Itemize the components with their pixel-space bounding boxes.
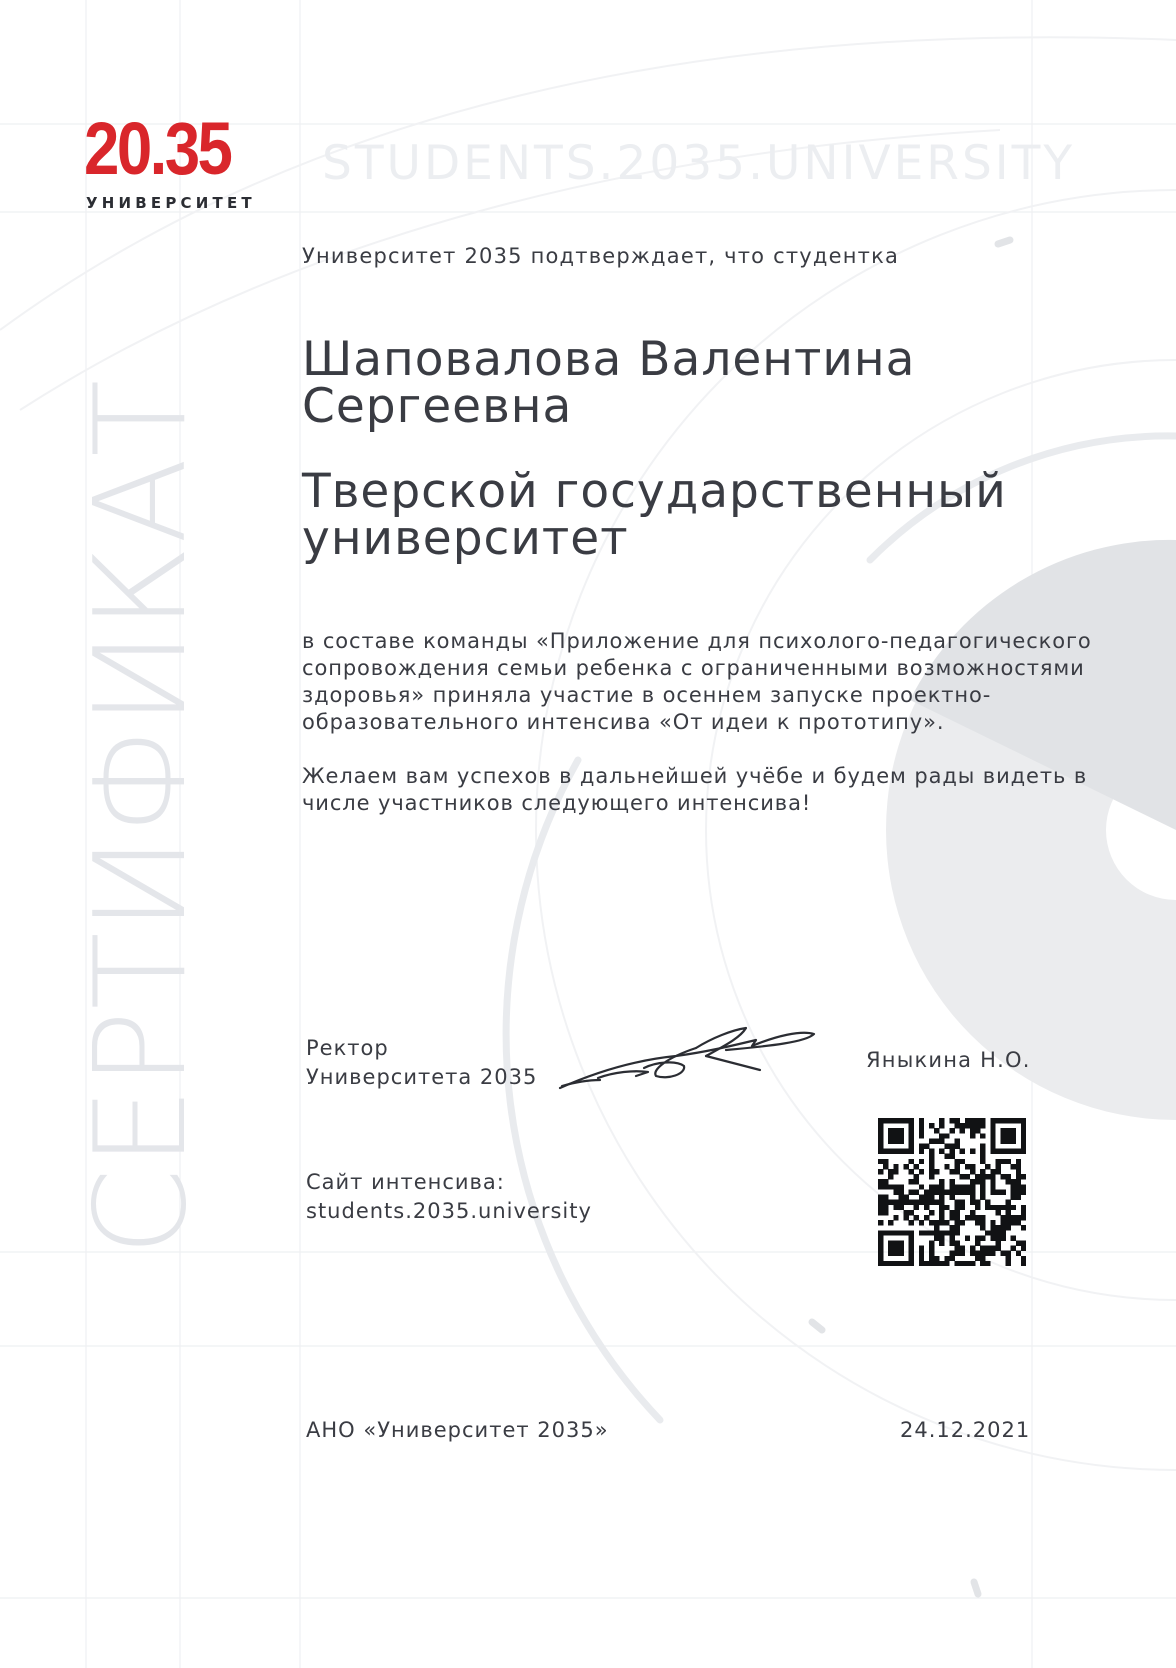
- certificate-body: [302, 628, 1122, 817]
- qr-code[interactable]: [878, 1118, 1026, 1266]
- site-url-link[interactable]: students.2035.university: [306, 1199, 592, 1223]
- university-name-line1: Тверской государственный: [302, 464, 1007, 519]
- university-name-line2: университет: [302, 511, 629, 566]
- logo-number: 20.35: [84, 107, 231, 190]
- handwritten-signature: [556, 1016, 818, 1096]
- certificate-vertical-title: СЕРТИФИКАТ: [67, 378, 214, 1256]
- rector-name: Яныкина Н.О.: [866, 1048, 1031, 1072]
- confirmation-text: Университет 2035 подтверждает, что студентка: [302, 244, 900, 268]
- recipient-name-line2: Сергеевна: [302, 379, 573, 434]
- organization-name: АНО «Университет 2035»: [306, 1418, 609, 1442]
- site-info: [306, 1168, 592, 1226]
- university-name: [302, 464, 1102, 566]
- rector-title-line1: Ректор: [306, 1036, 389, 1060]
- logo-subtitle: УНИВЕРСИТЕТ: [86, 194, 256, 212]
- site-banner: STUDENTS.2035.UNIVERSITY: [322, 136, 1076, 191]
- site-label: Сайт интенсива:: [306, 1170, 505, 1194]
- body-paragraph-participation: в составе команды «Приложение для психолого-педагогического сопровождения семьи ребенка с ограниченными возможностями здоровья» приняла участие в осеннем запуске проектно-образовательного интенсива «От идеи к прототипу».: [302, 629, 1092, 734]
- recipient-name-line1: Шаповалова Валентина: [302, 332, 916, 387]
- rector-title: [306, 1034, 537, 1092]
- rector-title-line2: Университета 2035: [306, 1065, 538, 1089]
- issue-date: 24.12.2021: [900, 1418, 1031, 1442]
- recipient-name: [302, 332, 1102, 434]
- body-paragraph-wishes: Желаем вам успехов в дальнейшей учёбе и будем рады видеть в числе участников следующего интенсива!: [302, 764, 1088, 815]
